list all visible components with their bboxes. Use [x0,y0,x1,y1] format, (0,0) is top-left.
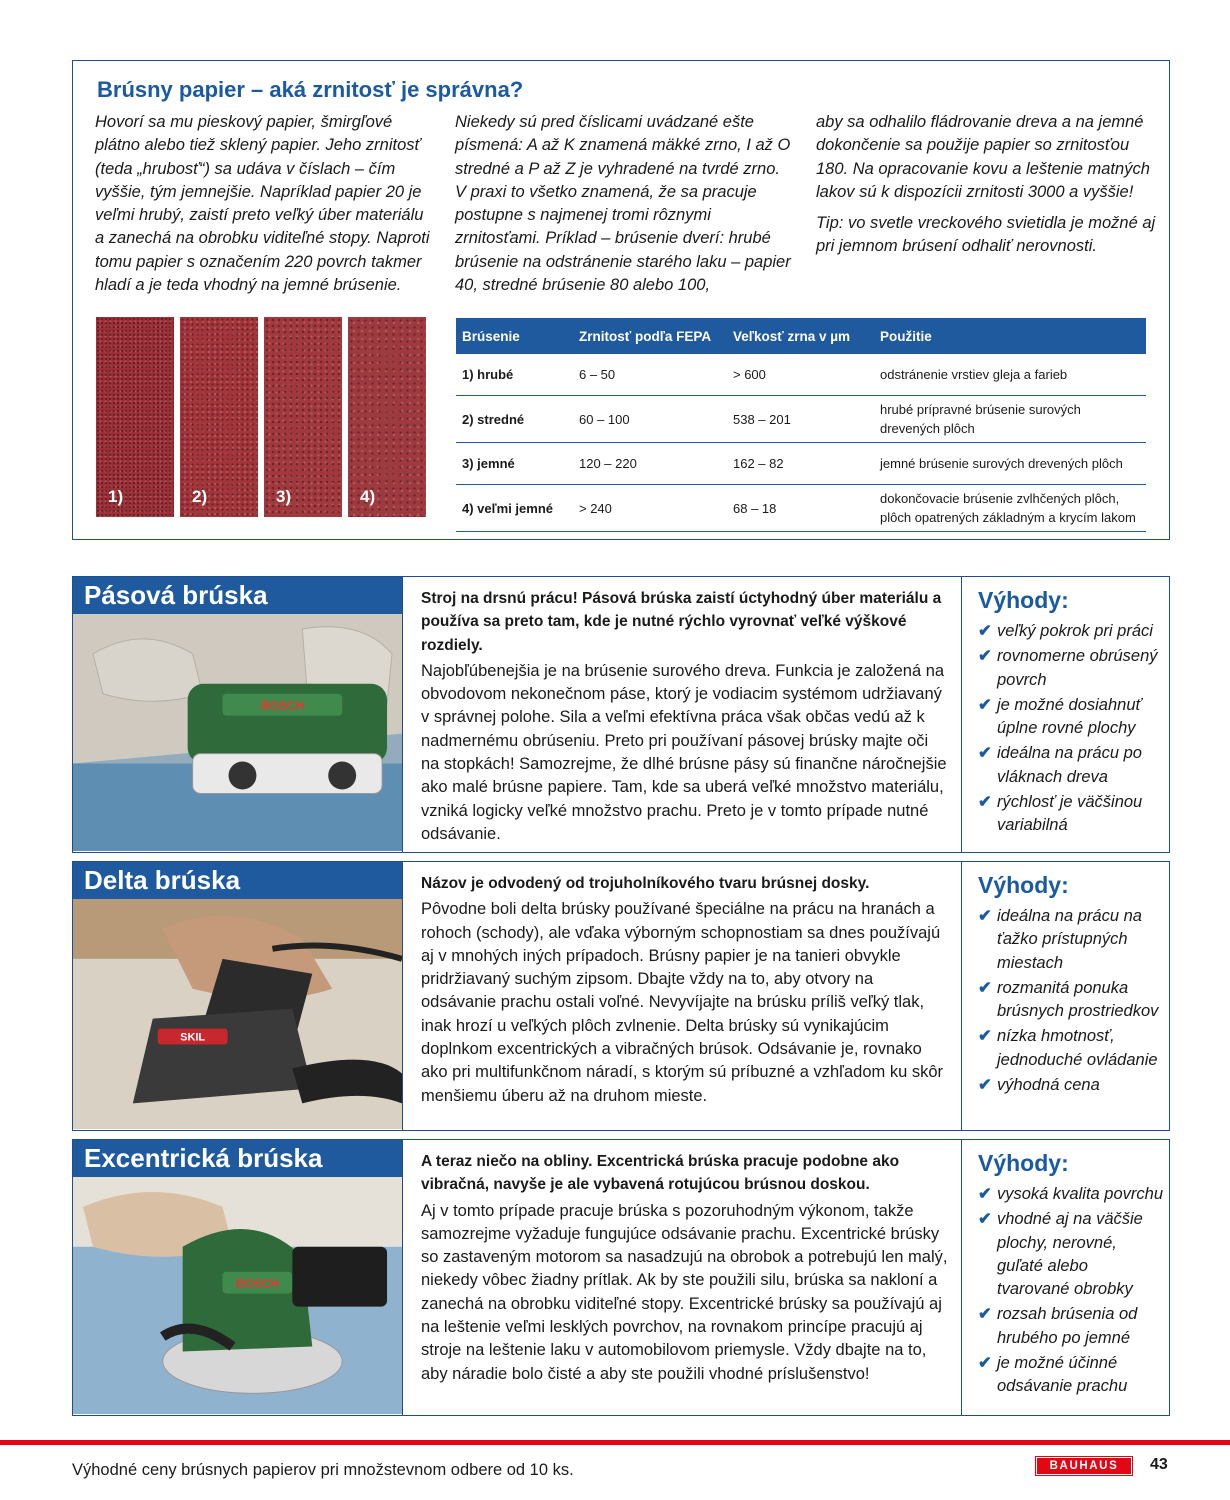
advantages-title: Výhody: [978,1150,1069,1176]
section-title: Excentrická brúska [73,1140,402,1177]
table-row [456,485,1146,532]
check-icon: ✔ [978,1305,992,1324]
check-icon: ✔ [978,1210,992,1229]
list-item [978,1208,1163,1301]
advantage-text: veľký pokrok pri práci [997,622,1153,640]
table-header: Použitie [874,318,1146,354]
section-media [73,577,403,852]
swatch-label: 1) [108,487,124,506]
swatch-label: 2) [192,487,208,506]
check-icon: ✔ [978,1185,992,1203]
section-body: Pôvodne boli delta brúsky používané špeciálne na prácu na hranách a rohoch (schody), ale vďaka výborným schopnostiam sa dnes používajú aj v mnohých iných prípadoch. Brúsny papier je na tanieri obvykle pridržiavaný suchým zipsom. Dbajte vždy na to, aby otvory na odsávanie prachu ostali voľné. Nevyvíjajte na brúsku príliš veľký tlak, inak hrozí u veľkých plôch zvlnenie. Delta brúsky sú vynikajúcim doplnkom excentrických a vibračných brúsok. Odsávanie je, rovnako ako pri multifunkčnom náradí, s ktorým sú príbuzné a vzhľadom ku skôr menšiemu úberu až na druhom mieste. [421,900,944,1105]
check-icon: ✔ [978,622,992,640]
table-cell: 538 – 201 [727,396,874,443]
eccentric-sander-photo [73,1177,402,1414]
advantage-text: je možné dosiahnuť úplne rovné plochy [997,695,1142,738]
table-header: Brúsenie [456,318,573,354]
section-text [421,1150,951,1386]
table-header: Veľkosť zrna v µm [727,318,874,354]
advantages-panel [961,1140,1171,1415]
table-header: Zrnitosť podľa FEPA [573,318,727,354]
advantage-text: rýchlosť je väčšinou variabilná [997,793,1143,835]
info-text-1: Hovorí sa mu pieskový papier, šmirgľové plátno alebo tiež sklený papier. Jeho zrnitosť (teda „hrubosť“) sa udáva v číslach – čím vyššie, tým jemnejšie. Napríklad papier 20 je veľmi hrubý, zaistí preto veľký úber materiálu a zanechá na obrobku viditeľné stopy. Naproti tomu papier s označením 220 povrch takmer hladí a je teda vhodný na jemné brúsenie. [95,113,430,295]
advantages-panel [961,862,1171,1130]
sandpaper-swatch-2 [180,317,258,517]
table-cell: jemné brúsenie surových drevených plôch [874,443,1146,485]
table-row [456,396,1146,443]
section-title: Delta brúska [73,862,402,899]
advantage-text: výhodná cena [997,1076,1100,1095]
table-cell: 162 – 82 [727,443,874,485]
footer-note: Výhodné ceny brúsnych papierov pri množstevnom odbere od 10 ks. [72,1461,574,1479]
tool-brand: BOSCH [260,698,304,713]
check-icon: ✔ [978,978,992,997]
advantages-list [978,905,1163,1097]
belt-sander-photo [73,614,402,851]
check-icon: ✔ [978,1354,992,1373]
check-icon: ✔ [978,907,992,925]
advantages-list [978,620,1163,838]
table-row [456,443,1146,485]
list-item [978,905,1163,975]
list-item [978,977,1163,1024]
check-icon: ✔ [978,695,992,714]
info-title: Brúsny papier – aká zrnitosť je správna? [97,77,524,102]
list-item [978,791,1163,838]
swatch-label: 3) [276,487,292,506]
sandpaper-swatch-3 [264,317,342,517]
advantage-text: ideálna na prácu na ťažko prístupných miestach [997,907,1142,972]
section-delta-sander [72,861,1170,1131]
list-item [978,645,1163,692]
delta-sander-photo [73,899,402,1129]
page-number: 43 [1150,1456,1168,1473]
sandpaper-swatch-4 [348,317,426,517]
advantages-title: Výhody: [978,587,1069,613]
table-cell: 4) veľmi jemné [456,485,573,532]
info-column-3 [816,111,1156,259]
table-cell: odstránenie vrstiev gleja a farieb [874,354,1146,396]
table-cell: hrubé prípravné brúsenie surových drevených plôch [874,396,1146,443]
info-tip: Tip: vo svetle vreckového svietidla je možné aj pri jemnom brúsení odhaliť nerovnosti. [816,214,1156,256]
section-lead: Názov je odvodený od trojuholníkového tvaru brúsnej dosky. [421,875,870,892]
list-item [978,1183,1163,1206]
tool-brand: SKIL [180,1031,206,1044]
grit-info-box [72,60,1170,540]
table-cell: 6 – 50 [573,354,727,396]
section-text [421,587,951,846]
list-item [978,1025,1163,1072]
list-item [978,1303,1163,1350]
section-body: Najobľúbenejšia je na brúsenie surového dreva. Funkcia je založená na obvodovom nekonečnom páse, ktorý je vodiacim systémom udržiavaný v správnej polohe. Sila a veľmi efektívna práca však občas vedú až k nadmernému obrúseniu. Preto pri používaní pásovej brúsky majte oči na stopkách! Samozrejme, že dlhé brúsne pásy sú finančne náročnejšie ako malé brúsne papiere. Tam, kde sa uberá veľké množstvo materiálu, vzniká logicky veľké množstvo prachu. Preto je v tomto prípade nutné odsávanie. [421,661,947,843]
table-row [456,354,1146,396]
section-lead: Stroj na drsnú prácu! Pásová brúska zaistí úctyhodný úber materiálu a používa sa preto tam, kde je nutné rýchlo vyrovnať veľké výškové rozdiely. [421,590,942,654]
section-title: Pásová brúska [73,577,402,614]
check-icon: ✔ [978,744,992,763]
section-text [421,872,951,1108]
info-text-2: Niekedy sú pred číslicami uvádzané ešte písmená: A až K znamená mäkké zrno, I až O stredné a P až Z je vyhradené na tvrdé zrno. V praxi to všetko znamená, že sa pracuje postupne s najmenej tromi rôznymi zrnitosťami. Príklad – brúsenie dverí: hrubé brúsenie na odstránenie starého laku – papier 40, stredné brúsenie 80 alebo 100, [455,113,791,295]
section-body: Aj v tomto prípade pracuje brúska s pozoruhodným výkonom, takže samozrejme vyžaduje fungujúce odsávanie prachu. Excentrické brúsky so zastaveným motorom sa nasadzujú na obrobok a potrebujú len malý, niekedy vôbec žiadny prítlak. Ak by ste použili silu, brúska sa nakloní a zanechá na obrobku viditeľné stopy. Excentrické brúsky sa používajú aj na leštenie veľmi lesklých povrchov, na rovnakom princípe pracujú aj stroje na leštenie laku v automobilovom priemysle. Vždy dbajte na to, aby náradie bolo čisté a aby ste použili vhodné príslušenstvo! [421,1201,948,1383]
table-cell: 1) hrubé [456,354,573,396]
sandpaper-swatch-1 [96,317,174,517]
table-cell: 60 – 100 [573,396,727,443]
info-column-2 [455,111,795,297]
section-media [73,862,403,1130]
table-cell: > 240 [573,485,727,532]
table-cell: 3) jemné [456,443,573,485]
advantage-text: ideálna na prácu po vláknach dreva [997,744,1142,786]
advantage-text: je možné účinné odsávanie prachu [997,1354,1128,1396]
section-eccentric-sander [72,1139,1170,1416]
info-column-1 [95,111,435,297]
table-cell: 120 – 220 [573,443,727,485]
swatch-label: 4) [360,487,376,506]
advantage-text: vysoká kvalita povrchu [997,1185,1163,1203]
advantages-title: Výhody: [978,872,1069,898]
list-item [978,694,1163,741]
grit-table [456,318,1146,532]
table-cell: dokončovacie brúsenie zvlhčených plôch, plôch opatrených základným a krycím lakom [874,485,1146,532]
section-belt-sander [72,576,1170,853]
bauhaus-logo: BAUHAUS [1037,1458,1131,1474]
advantage-text: rozsah brúsenia od hrubého po jemné [997,1305,1138,1347]
advantage-text: rovnomerne obrúsený povrch [997,647,1158,689]
list-item [978,1074,1163,1097]
advantage-text: vhodné aj na väčšie plochy, nerovné, guľaté alebo tvarované obrobky [997,1210,1143,1299]
check-icon: ✔ [978,1027,992,1046]
check-icon: ✔ [978,647,992,666]
advantages-list [978,1183,1163,1399]
footer-divider [0,1440,1230,1445]
table-cell: 2) stredné [456,396,573,443]
check-icon: ✔ [978,793,992,812]
list-item [978,742,1163,789]
section-lead: A teraz niečo na obliny. Excentrická brúska pracuje podobne ako vibračná, navyše je ale vybavená rotujúcou brúsnou doskou. [421,1153,900,1194]
advantages-panel [961,577,1171,852]
info-text-3: aby sa odhalilo fládrovanie dreva a na jemné dokončenie sa použije papier so zrnitosťou 180. Na opracovanie kovu a leštenie matných lakov sú k dispozícii zrnitosti 3000 a vyššie! [816,113,1150,201]
tool-brand: BOSCH [235,1276,280,1291]
check-icon: ✔ [978,1076,992,1095]
advantage-text: rozmanitá ponuka brúsnych prostriedkov [997,978,1159,1021]
table-cell: > 600 [727,354,874,396]
table-header-row [456,318,1146,354]
table-cell: 68 – 18 [727,485,874,532]
list-item [978,1352,1163,1399]
advantage-text: nízka hmotnosť, jednoduché ovládanie [997,1027,1158,1069]
section-media [73,1140,403,1415]
list-item [978,620,1163,643]
